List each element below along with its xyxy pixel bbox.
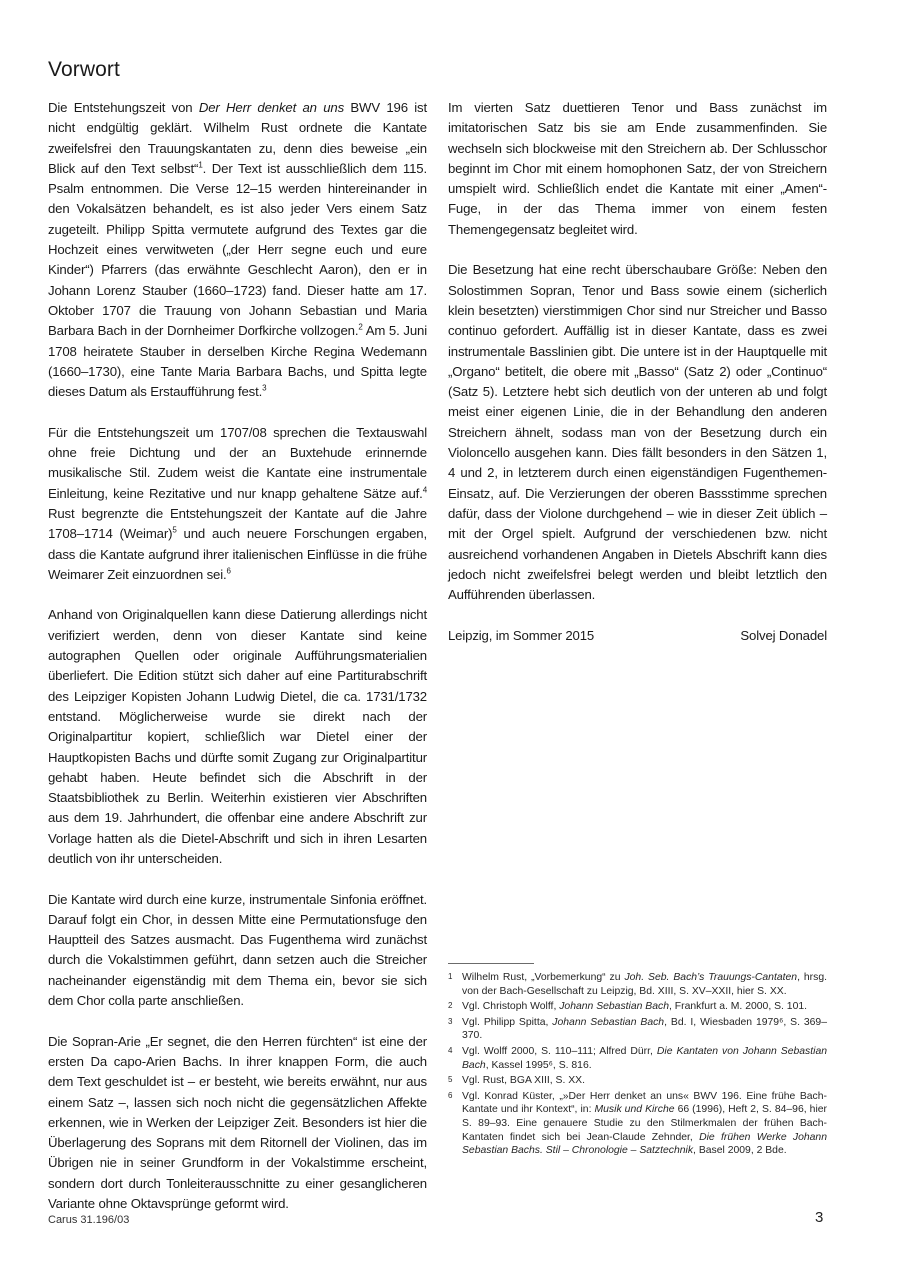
- footnote-ref: 5: [172, 525, 177, 535]
- footnote-ref: 4: [422, 485, 427, 495]
- footnote-item: 2 Vgl. Christoph Wolff, Johann Sebastian Bach, Frankfurt a. M. 2000, S. 101.: [448, 1001, 808, 1013]
- work-title: Der Herr denket an uns: [198, 100, 345, 115]
- author-name: Solvej Donadel: [740, 627, 827, 643]
- footnotes: [448, 963, 827, 1160]
- page-title: Vorwort: [48, 58, 120, 81]
- footnote-item: 5 Vgl. Rust, BGA XIII, S. XX.: [448, 1075, 586, 1087]
- footnote-ref: 1: [198, 160, 203, 170]
- footnote-item: 4 Vgl. Wolff 2000, S. 110–111; Alfred Dürr, Die Kantaten von Johann Sebastian Bach, Kassel 1995⁶, S. 816.: [448, 1045, 827, 1071]
- footnote-item: 3 Vgl. Philipp Spitta, Johann Sebastian Bach, Bd. I, Wiesbaden 1979⁶, S. 369–370.: [448, 1016, 827, 1042]
- paragraph-scoring: Die Besetzung hat eine recht überschaubare Größe: Neben den Solostimmen Sopran, Tenor und Bass sowie einem (sicherlich klein besetzten) vierstimmigen Chor sind nur Streicher und Basso continuo gefordert. Auffällig ist in dieser Kantate, dass es zwei instrumentale Basslinien gibt. Die untere ist in der Hauptquelle mit „Organo“ betitelt, die obere mit „Basso“ (Satz 2) oder „Continuo“ (Satz 5). Letztere hebt sich deutlich von der unteren ab und folgt meist einer eigenen Linie, die in der Behandlung den anderen Streichern ähnelt, sodass man von der Besetzung durch ein Violoncello ausgehen kann. Dies fällt besonders in den Sätzen 1, 4 und 2, in letzterem durch einen eigenständigen Fugenthemen-Einsatz, auf. Die Verzierungen der oberen Bassstimme sprechen dafür, dass der Violone durchgehend – wie in dieser Zeit üblich – mit der Orgel spielt. Aufgrund der verschiedenen bzw. nicht ausreichend vorhandenen Angaben in Dietels Abschrift kann dies jedoch nicht zweifelsfrei belegt werden und bleibt letztlich den Aufführenden überlassen.: [448, 262, 827, 603]
- paragraph-structure: Die Kantate wird durch eine kurze, instrumentale Sinfonia eröffnet. Darauf folgt ein Chor, in dessen Mitte eine Permutationsfuge den Hauptteil des Satzes ausmacht. Das Fugenthema wird zunächst durch die Vokalstimmen geführt, dann setzen auch die Streicher nacheinander eigenständig mit dem Thema ein, bevor sie sich dem Chor colla parte anschließen.: [48, 891, 427, 1009]
- place-date: Leipzig, im Sommer 2015: [448, 627, 595, 643]
- footnote-item: 6 Vgl. Konrad Küster, „»Der Herr denket an uns« BWV 196. Eine frühe Bach-Kantate und ihr Kontext“, in: Musik und Kirche 66 (1996), Heft 2, S. 84–96, hier S. 89–93. Eine genauere Studie zu den Stilmerkmalen der frühen Bach-Kantaten findet sich bei Jean-Claude Zehnder, Die frühen Werke Johann Sebastian Bachs. Stil – Chronologie – Satztechnik, Basel 2009, 2 Bde.: [448, 1090, 827, 1157]
- paragraph-duet: Im vierten Satz duettieren Tenor und Bass zunächst im imitatorischen Satz bis sie am Ende zusammenfinden. Sie wechseln sich blockweise mit den Streichern ab. Der Schlusschor beginnt im Chor mit einem homophonen Satz, der von Streichern umspielt wird. Schließlich endet die Kantate mit einer „Amen“-Fuge, in der das Thema immer von einem festen Themengegensatz begleitet wird.: [448, 100, 827, 237]
- footnote-item: 1 Wilhelm Rust, „Vorbemerkung“ zu Joh. Seb. Bach’s Trauungs-Cantaten, hrsg. von der Bach-Gesellschaft zu Leipzig, Bd. XIII, S. XV–XXII, hier S. XX.: [448, 972, 827, 997]
- catalog-number: Carus 31.196/03: [48, 1214, 130, 1226]
- paragraph-sources: Anhand von Originalquellen kann diese Datierung allerdings nicht verifiziert werden, denn von dieser Kantate sind keine autographen Quellen oder originale Aufführungsmaterialien überliefert. Die Edition stützt sich daher auf eine Partiturabschrift des Leipziger Kopisten Johann Ludwig Dietel, die ca. 1731/1732 entstand. Möglicherweise wurde sie direkt nach der Originalpartitur kopiert, schließlich war Dietel einer der Hauptkopisten Bachs und dürfte somit Zugang zur Originalpartitur gehabt haben. Heute befindet sich die Abschrift in der Staatsbibliothek zu Berlin. Weiterhin existieren vier Abschriften aus dem 19. Jahrhundert, die offenbar eine andere Abschrift zur Vorlage hatten als die Dietel-Abschrift und sich in ihren Lesarten deutlich von ihr unterscheiden.: [48, 607, 427, 866]
- paragraph-aria: Die Sopran-Arie „Er segnet, die den Herren fürchten“ ist eine der ersten Da capo-Arien Bachs. In ihrer knappen Form, die auch dem Text geschuldet ist – er besteht, wie bereits erwähnt, nur aus einem Satz –, lassen sich noch nicht die gegensätzlichen Affekte erkennen, wie in Werken der Leipziger Zeit. Besonders ist hier die Überlagerung des Soprans mit dem Ritornell der Violinen, das im Übrigen nie in seiner Grundform in der Vokalstimme erscheint, sondern dort durch Tonleiterausschnitte zu einer gesanglicheren Variante ohne Oktavsprünge geformt wird.: [48, 1033, 427, 1212]
- footnote-ref: 2: [358, 322, 363, 332]
- paragraph-style: Für die Entstehungszeit um 1707/08 sprechen die Textauswahl ohne freie Dichtung und der an Buxtehude erinnernde musikalische Stil. Zudem weist die Kantate eine instrumentale Einleitung, keine Rezitative und nur knapp gehaltene Sätze auf.$^4$ Rust begrenzte die Entstehungszeit der Kantate auf die Jahre 1708–1714 (Weimar)$^5$ und auch neuere Forschungen ergaben, dass die Kantate aufgrund ihrer italienischen Einflüsse in die frühe Weimarer Zeit einzuordnen sei.$^6$: [48, 424, 427, 582]
- paragraph-dating: Die Entstehungszeit von Der Herr denket an uns BWV 196 ist nicht endgültig geklärt. Wilhelm Rust ordnete die Kantate zweifelsfrei den Trauungskantaten zu, denn dies beweise „ein Blick auf den Text selbst“$^1$. Der Text ist ausschließlich dem 115. Psalm entnommen. Die Verse 12–15 werden hintereinander in den Vokalsätzen behandelt, es ist also jeder Vers einem Satz zugeteilt. Philipp Spitta vermutete aufgrund des Textes gar die Hochzeit eines verwitweten („der Herr segne euch und eure Kinder“) Pfarrers (das erwähnte Geschlecht Aaron), den er in Johann Lorenz Stauber (1660–1723) fand. Dieser hatte am 17. Oktober 1707 die Trauung von Johann Sebastian und Maria Barbara Bach in der Dornheimer Dorfkirche vollzogen.$^2$ Am 5. Juni 1708 heiratete Stauber in derselben Kirche Regina Wedemann (1660–1730), eine Tante Maria Barbara Bachs, und Spitta legte dieses Datum als Erstaufführung fest.$^3$: [48, 100, 428, 400]
- right-column: [448, 98, 827, 646]
- footnote-ref: 6: [226, 566, 231, 576]
- left-column: [48, 98, 427, 1235]
- footnote-rule: [448, 963, 534, 964]
- page-number: 3: [815, 1209, 824, 1226]
- signature-line: [448, 626, 827, 646]
- footnote-ref: 3: [262, 383, 267, 393]
